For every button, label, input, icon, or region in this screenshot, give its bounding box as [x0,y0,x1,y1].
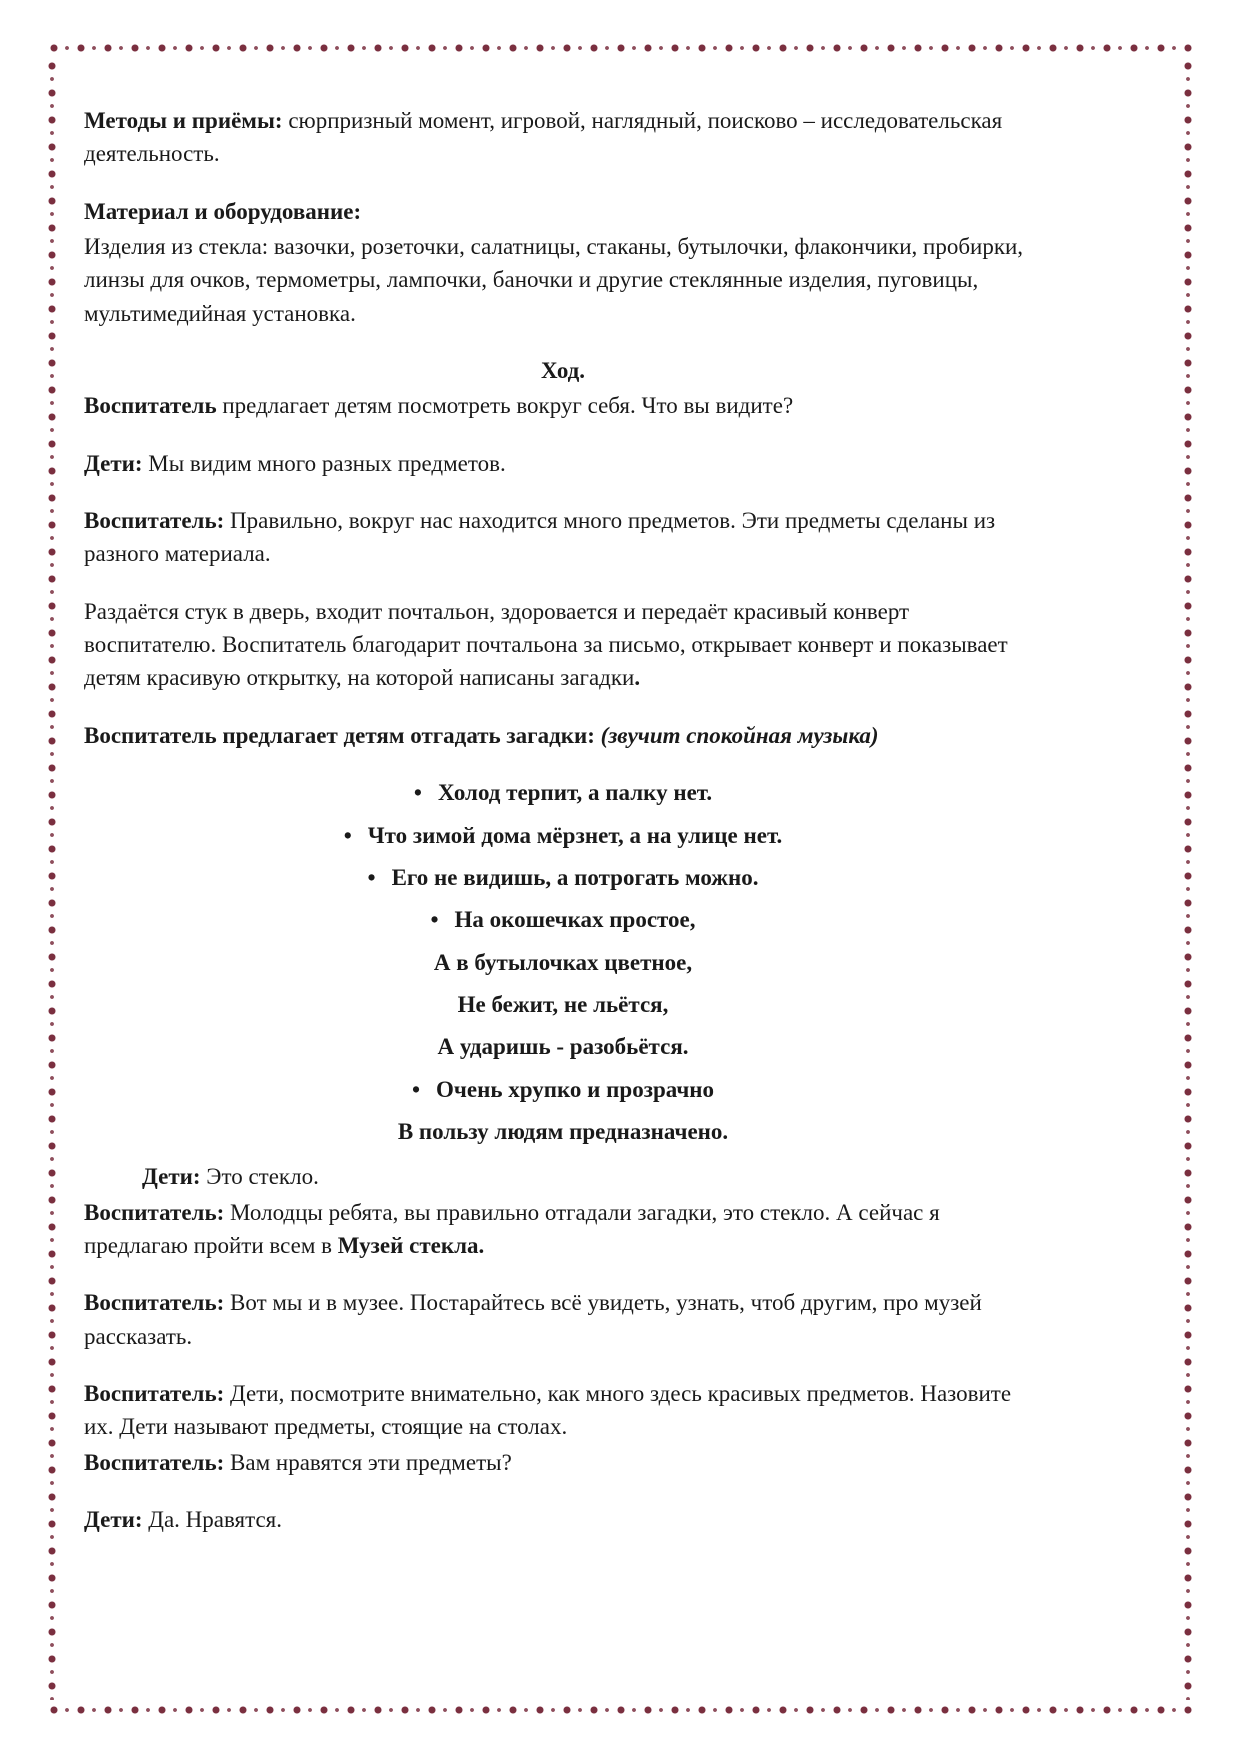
paragraph-teacher-1 [84,504,1042,571]
riddles-list [84,776,1042,1148]
look-around-text: предлагает детям посмотреть вокруг себя. Что вы видите? [216,393,794,419]
children-2-text: Это стекло. [200,1164,319,1190]
bullet-icon: • [343,822,352,848]
riddle-line [84,1030,1042,1063]
paragraph-teacher-2 [84,1196,1042,1263]
children-1-text: Мы видим много разных предметов. [142,450,506,476]
riddle-text: Холод терпит, а палку нет. [437,780,713,806]
children-3-text: Да. Нравятся. [142,1507,283,1532]
teacher-1-text: Правильно, вокруг нас находится много предметов. Эти предметы сделаны из разного материала. [84,508,996,567]
postman-period: . [634,665,641,691]
riddle-text: На окошечках простое, [454,907,696,933]
materials-label: Материал и оборудование: [84,198,362,224]
paragraph-children-3 [84,1503,1042,1536]
bullet-icon: • [411,1076,420,1102]
methods-label: Методы и приёмы: [84,108,283,133]
museum-name: Музей стекла. [337,1232,485,1258]
paragraph-children-2 [142,1160,1042,1193]
riddle-line [84,1115,1042,1148]
riddle-line [84,903,1042,936]
teacher-label: Воспитатель: [84,1380,225,1406]
children-label: Дети: [84,450,143,476]
paragraph-look-around [84,389,1042,422]
children-label: Дети: [84,1507,143,1532]
decorative-border-bottom-icon [46,1702,1194,1718]
riddle-line [84,776,1042,809]
teacher-label: Воспитатель [84,393,217,419]
paragraph-teacher-5 [84,1446,1042,1479]
riddle-text: Что зимой дома мёрзнет, а на улице нет. [367,822,783,848]
riddle-line [84,819,1042,852]
riddle-line [84,1073,1042,1106]
bullet-icon: • [367,864,376,890]
paragraph-riddle-intro [84,719,1042,752]
teacher-label: Воспитатель: [84,1290,225,1316]
riddle-text: Его не видишь, а потрогать можно. [391,864,759,890]
teacher-3-text: Вот мы и в музее. Постарайтесь всё увидеть, узнать, чтоб другим, про музей рассказать. [84,1290,982,1349]
riddle-text: Не бежит, не льётся, [457,991,669,1017]
riddle-text: А ударишь - разобьётся. [437,1034,689,1060]
riddle-line [84,861,1042,894]
riddle-text: В пользу людям предназначено. [397,1118,729,1144]
riddle-line [84,946,1042,979]
course-title-text: Ход. [540,358,586,384]
riddle-intro-label: Воспитатель предлагает детям отгадать загадки: [84,722,601,748]
postman-text: Раздаётся стук в дверь, входит почтальон, здоровается и передаёт красивый конверт воспитателю. Воспитатель благодарит почтальона за письмо, открывает конверт и показывает детям красивую открытку, на которой написаны загадки [84,598,1008,691]
teacher-5-text: Вам нравятся эти предметы? [224,1449,512,1475]
riddle-line [84,988,1042,1021]
materials-text: Изделия из стекла: вазочки, розеточки, салатницы, стаканы, бутылочки, флакончики, пробирки, линзы для очков, термометры, лампочки, баночки и другие стеклянные изделия, пуговицы, мультимедийная установка. [84,234,1024,326]
paragraph-methods [84,104,1042,171]
teacher-4-text: Дети, посмотрите внимательно, как много здесь красивых предметов. Назовите их. Дети называют предметы, стоящие на столах. [84,1380,1012,1440]
children-label: Дети: [142,1164,201,1190]
paragraph-postman [84,595,1042,695]
paragraph-teacher-4 [84,1377,1042,1444]
paragraph-teacher-3 [84,1286,1042,1353]
bullet-icon: • [413,780,422,806]
teacher-2-text: Молодцы ребята, вы правильно отгадали загадки, это стекло. А сейчас я предлагаю пройти всем в [84,1199,940,1258]
riddle-text: Очень хрупко и прозрачно [436,1076,715,1102]
riddle-intro-music: (звучит спокойная музыка) [600,722,879,748]
teacher-label: Воспитатель: [84,1199,225,1225]
bullet-icon: • [430,907,439,933]
course-title [84,354,1042,387]
methods-text: сюрпризный момент, игровой, наглядный, поисково – исследовательская деятельность. [84,108,1003,167]
riddle-text: А в бутылочках цветное, [433,949,693,975]
materials-heading [84,195,1042,228]
paragraph-children-1 [84,447,1042,480]
teacher-label: Воспитатель: [84,508,225,534]
teacher-label: Воспитатель: [84,1449,225,1475]
